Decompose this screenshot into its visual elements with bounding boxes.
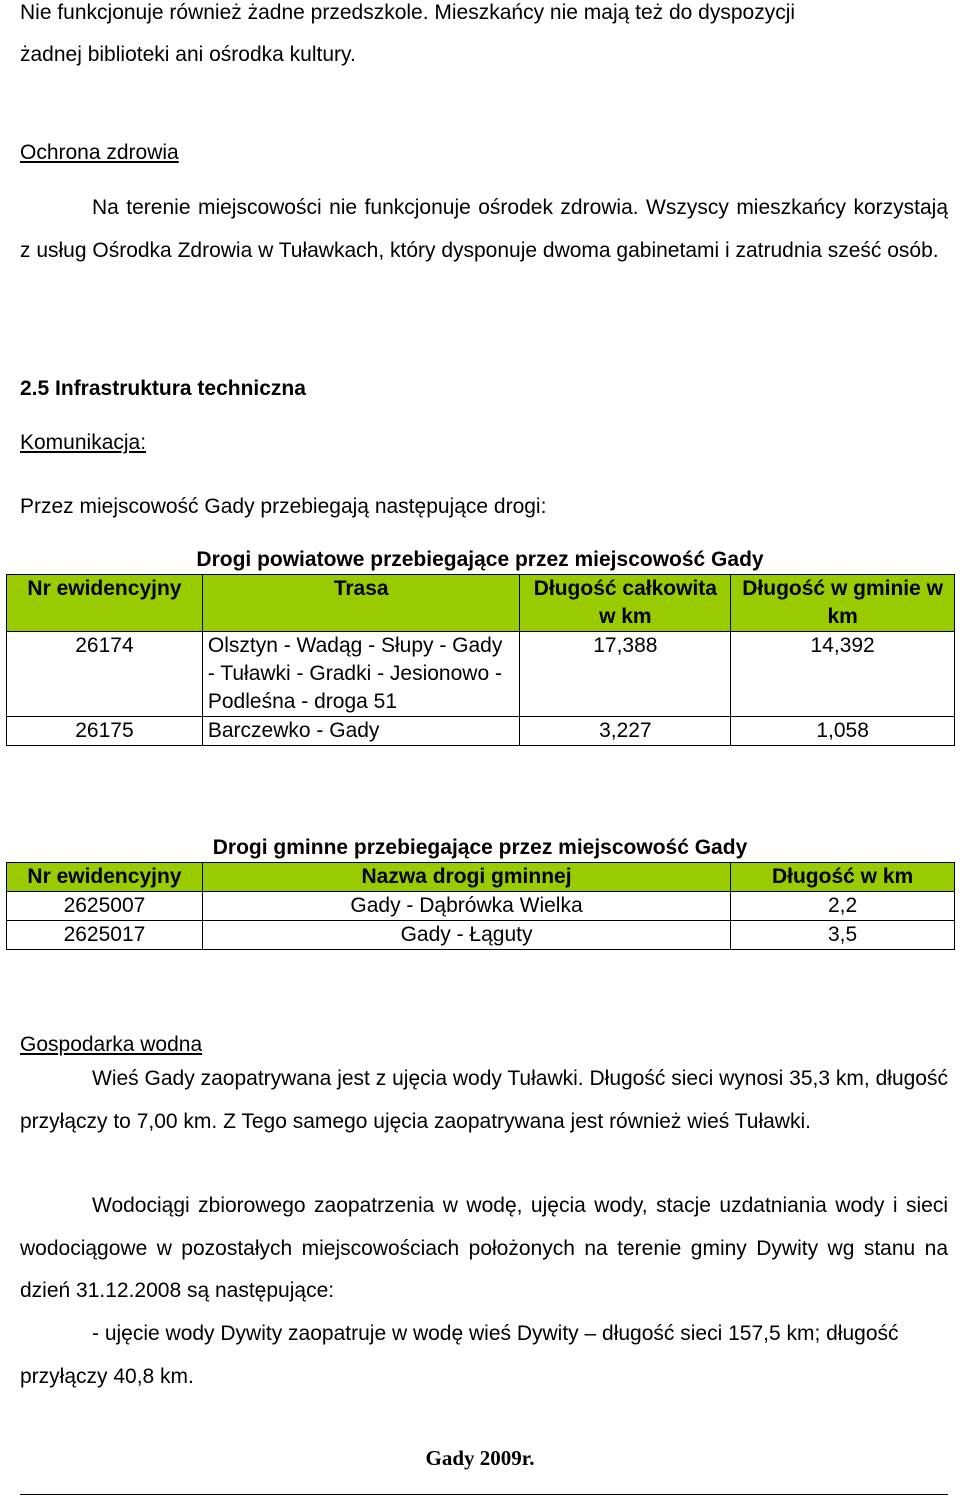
- cell-route: Olsztyn - Wadąg - Słupy - Gady - Tuławki - Gradki - Jesionowo - Podleśna - droga 51: [202, 632, 520, 717]
- water-paragraph-1: Wieś Gady zaopatrywana jest z ujęcia wody Tuławki. Długość sieci wynosi 35,3 km, długość przyłączy to 7,00 km. Z Tego samego ujęcia zaopatrywana jest również wieś Tuławki.: [20, 1067, 948, 1133]
- header-nr: Nr ewidencyjny: [7, 575, 203, 632]
- table-row: [7, 892, 955, 921]
- cell-length: 3,5: [731, 921, 955, 950]
- section-intro: Przez miejscowość Gady przebiegają następujące drogi:: [20, 495, 547, 518]
- cell-road-name: Gady - Dąbrówka Wielka: [202, 892, 730, 921]
- header-nr: Nr ewidencyjny: [7, 863, 203, 892]
- county-roads-table: [6, 574, 955, 746]
- footer-rule: [20, 1494, 948, 1495]
- section-subheading: Komunikacja:: [20, 431, 147, 454]
- commune-roads-caption: Drogi gminne przebiegające przez miejscowość Gady: [212, 836, 748, 859]
- header-total-length: Długość całkowita w km: [520, 575, 731, 632]
- cell-nr: 26174: [7, 632, 203, 717]
- table-row: [7, 921, 955, 950]
- cell-length: 2,2: [731, 892, 955, 921]
- cell-in-commune: 1,058: [731, 717, 955, 746]
- table-header-row: [7, 863, 955, 892]
- county-roads-caption: Drogi powiatowe przebiegające przez miejscowość Gady: [196, 548, 764, 571]
- header-route: Trasa: [202, 575, 520, 632]
- cell-total: 17,388: [520, 632, 731, 717]
- water-paragraph-2: Wodociągi zbiorowego zaopatrzenia w wodę, ujęcia wody, stacje uzdatniania wody i sieci wodociągowe w pozostałych miejscowościach położonych na terenie gminy Dywity wg stanu na dzień 31.12.2008 są następujące:: [20, 1194, 948, 1302]
- health-heading: Ochrona zdrowia: [20, 141, 179, 164]
- commune-roads-table: [6, 862, 955, 950]
- water-paragraph-3: - ujęcie wody Dywity zaopatruje w wodę wieś Dywity – długość sieci 157,5 km; długość przyłączy 40,8 km.: [20, 1322, 899, 1388]
- table-row: [7, 632, 955, 717]
- health-paragraph: Na terenie miejscowości nie funkcjonuje ośrodek zdrowia. Wszyscy mieszkańcy korzystają z usług Ośrodka Zdrowia w Tuławkach, który dysponuje dwoma gabinetami i zatrudnia sześć osób.: [20, 196, 948, 262]
- intro-line-2: żadnej biblioteki ani ośrodka kultury.: [20, 43, 356, 66]
- cell-total: 3,227: [520, 717, 731, 746]
- water-heading: Gospodarka wodna: [20, 1033, 203, 1056]
- header-commune-length: Długość w gminie w km: [731, 575, 955, 632]
- intro-line-1: Nie funkcjonuje również żadne przedszkole. Mieszkańcy nie mają też do dyspozycji: [20, 1, 796, 24]
- cell-nr: 2625007: [7, 892, 203, 921]
- table-header-row: [7, 575, 955, 632]
- cell-road-name: Gady - Łąguty: [202, 921, 730, 950]
- page-footer: Gady 2009r.: [425, 1446, 535, 1470]
- cell-route: Barczewko - Gady: [202, 717, 520, 746]
- header-road-name: Nazwa drogi gminnej: [202, 863, 730, 892]
- cell-in-commune: 14,392: [731, 632, 955, 717]
- table-row: [7, 717, 955, 746]
- cell-nr: 26175: [7, 717, 203, 746]
- header-length: Długość w km: [731, 863, 955, 892]
- section-title: 2.5 Infrastruktura techniczna: [20, 377, 306, 400]
- cell-nr: 2625017: [7, 921, 203, 950]
